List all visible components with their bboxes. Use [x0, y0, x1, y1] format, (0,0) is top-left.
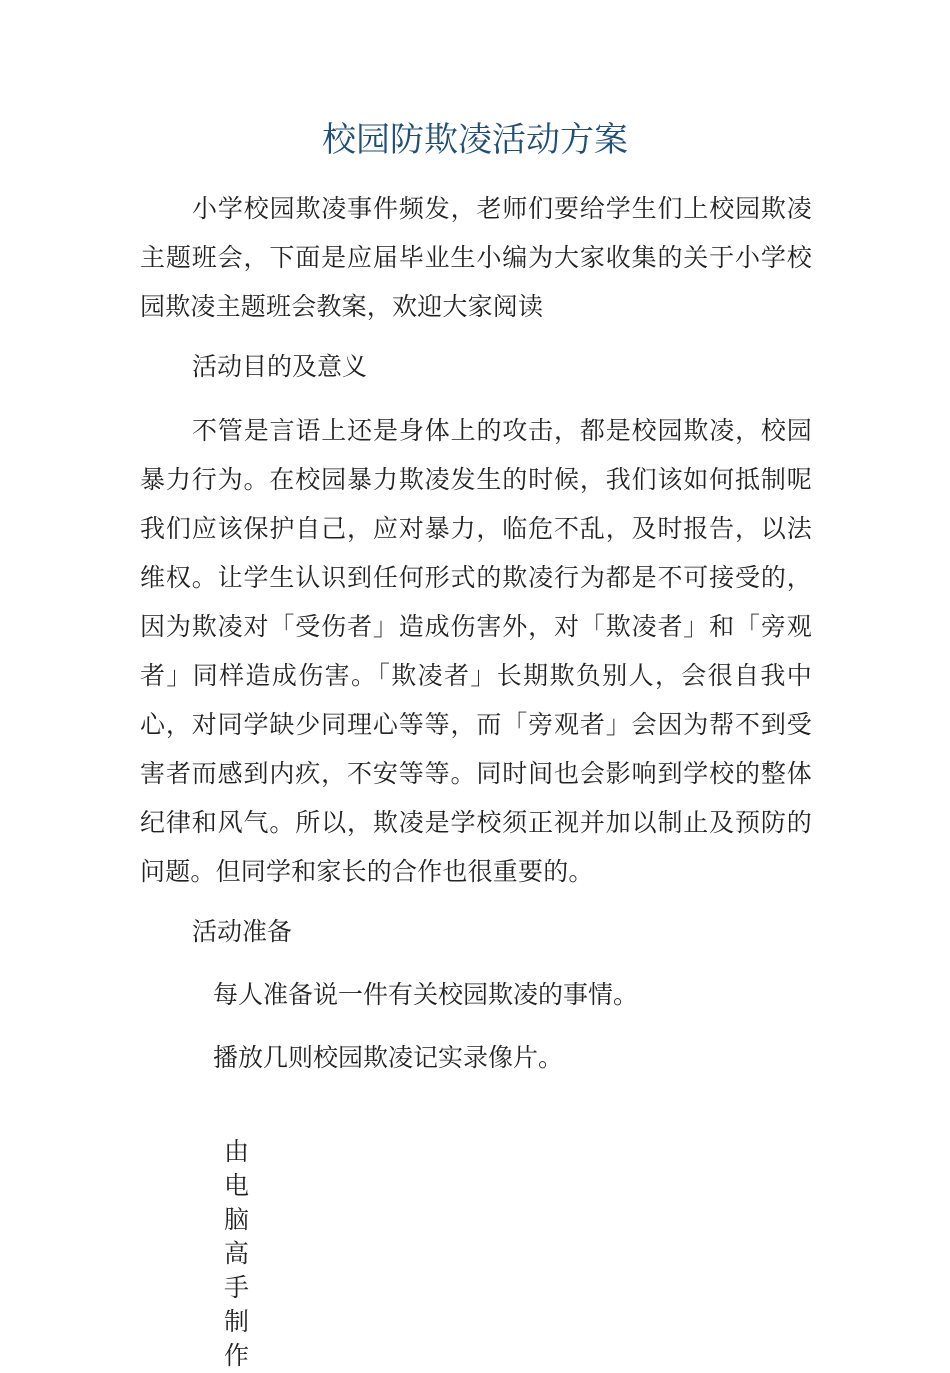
preparation-item-2: 播放几则校园欺凌记实录像片。	[213, 1043, 564, 1072]
intro-paragraph: 小学校园欺凌事件频发，老师们要给学生们上校园欺凌主题班会，下面是应届毕业生小编为大家收集的关于小学校园欺凌主题班会教案，欢迎大家阅读	[140, 194, 812, 321]
purpose-paragraph: 不管是言语上还是身体上的攻击，都是校园欺凌，校园暴力行为。在校园暴力欺凌发生的时候，我们该如何抵制呢我们应该保护自己，应对暴力，临危不乱，及时报告，以法维权。让学生认识到任何形式的欺凌行为都是不可接受的，因为欺凌对「受伤者」造成伤害外，对「欺凌者」和「旁观者」同样造成伤害。「欺凌者」长期欺负别人，会很自我中心，对同学缺少同理心等等，而「旁观者」会因为帮不到受害者而感到内疚，不安等等。同时间也会影响到学校的整体纪律和风气。所以，欺凌是学校须正视并加以制止及预防的问题。但同学和家长的合作也很重要的。	[140, 416, 812, 886]
section-heading-purpose: 活动目的及意义	[192, 352, 368, 381]
preparation-item-1: 每人准备说一件有关校园欺凌的事情。	[213, 980, 639, 1009]
vertical-watermark-text: 由电脑高手制作	[224, 1137, 250, 1370]
document-title: 校园防欺凌活动方案	[322, 120, 628, 160]
section-heading-preparation: 活动准备	[192, 917, 293, 946]
